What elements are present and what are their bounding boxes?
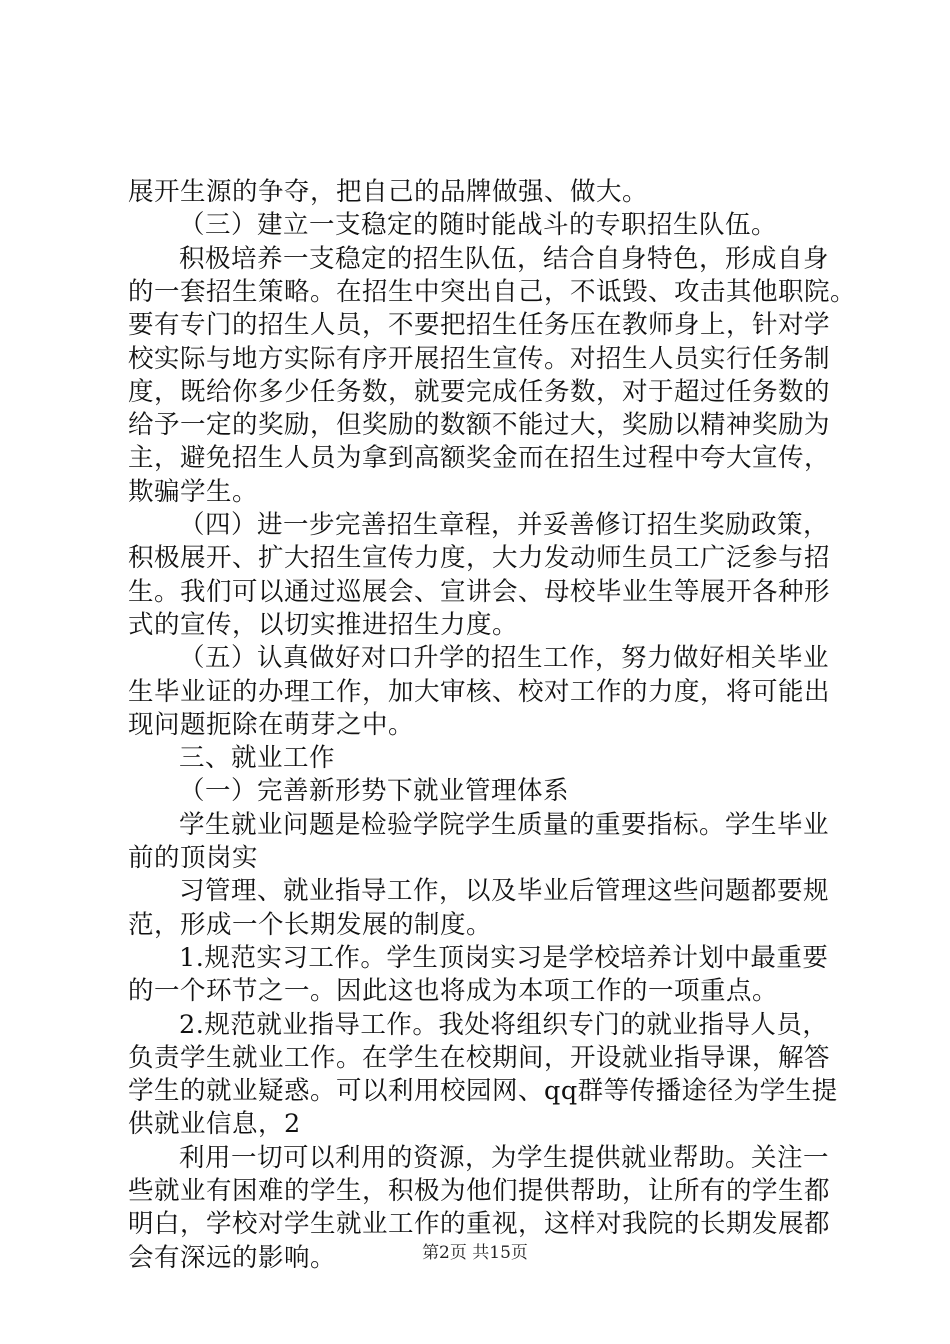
body-text-line: 积极培养一支稳定的招生队伍，结合自身特色，形成自身 — [179, 243, 830, 274]
body-text-line: 给予一定的奖励，但奖励的数额不能过大，奖励以精神奖励为 — [128, 410, 831, 441]
body-text-line: 生毕业证的办理工作，加大审核、校对工作的力度，将可能出 — [128, 676, 831, 707]
list-item: 2.规范就业指导工作。我处将组织专门的就业指导人员， — [179, 1009, 829, 1040]
body-text-line: 校实际与地方实际有序开展招生宣传。对招生人员实行任务制 — [128, 343, 831, 374]
body-text-line: 些就业有困难的学生，积极为他们提供帮助，让所有的学生都 — [128, 1176, 831, 1206]
section-heading: （一）完善新形势下就业管理体系 — [179, 776, 570, 807]
body-text-line: 习管理、就业指导工作，以及毕业后管理这些问题都要规 — [179, 876, 830, 907]
body-text-line: 学生就业问题是检验学院学生质量的重要指标。学生毕业 — [179, 809, 830, 840]
body-text-line: 式的宣传，以切实推进招生力度。 — [128, 609, 519, 640]
section-heading: （四）进一步完善招生章程，并妥善修订招生奖励政策， — [179, 510, 830, 540]
body-text-line: 生。我们可以通过巡展会、宣讲会、母校毕业生等展开各种形 — [128, 576, 831, 607]
page-number-footer: 第2页 共15页 — [422, 1243, 528, 1263]
body-text-line: 供就业信息，2 — [128, 1109, 301, 1140]
chapter-heading: 三、就业工作 — [179, 743, 336, 774]
body-text-line: 明白，学校对学生就业工作的重视，这样对我院的长期发展都 — [128, 1209, 831, 1240]
body-text-line: 现问题扼除在萌芽之中。 — [128, 709, 415, 740]
body-text-line: 的一套招生策略。在招生中突出自己，不诋毁、攻击其他职院。 — [128, 276, 857, 307]
body-text-line: 学生的就业疑惑。可以利用校园网、qq群等传播途径为学生提 — [128, 1076, 838, 1107]
body-text-line: 展开生源的争夺，把自己的品牌做强、做大。 — [128, 177, 649, 207]
body-text-line: 范，形成一个长期发展的制度。 — [128, 909, 493, 940]
body-text-line: 主，避免招生人员为拿到高额奖金而在招生过程中夸大宣传， — [128, 443, 831, 474]
section-heading: （五）认真做好对口升学的招生工作，努力做好相关毕业 — [179, 643, 830, 674]
body-text-line: 前的顶岗实 — [128, 843, 259, 873]
list-item: 1.规范实习工作。学生顶岗实习是学校培养计划中最重要 — [179, 942, 829, 973]
body-text-line: 度，既给你多少任务数，就要完成任务数，对于超过任务数的 — [128, 376, 831, 407]
section-heading: （三）建立一支稳定的随时能战斗的专职招生队伍。 — [179, 210, 778, 241]
body-text-line: 欺骗学生。 — [128, 476, 259, 507]
body-text-line: 积极展开、扩大招生宣传力度，大力发动师生员工广泛参与招 — [128, 543, 831, 574]
body-text-line: 会有深远的影响。 — [128, 1242, 337, 1273]
body-text-line: 要有专门的招生人员，不要把招生任务压在教师身上，针对学 — [128, 310, 831, 341]
body-text-line: 的一个环节之一。因此这也将成为本项工作的一项重点。 — [128, 976, 779, 1007]
body-text-line: 负责学生就业工作。在学生在校期间，开设就业指导课，解答 — [128, 1042, 831, 1073]
body-text-line: 利用一切可以利用的资源，为学生提供就业帮助。关注一 — [179, 1142, 830, 1173]
